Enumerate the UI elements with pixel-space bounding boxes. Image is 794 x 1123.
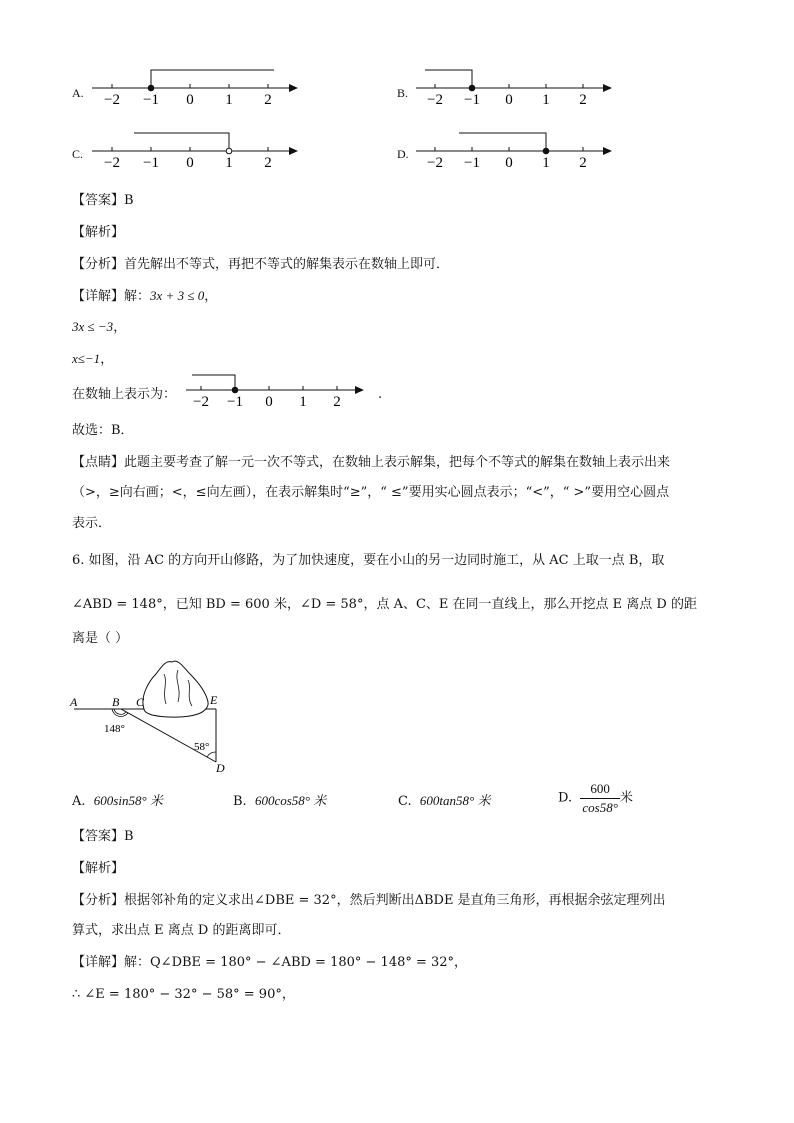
fenxi-text: 首先解出不等式，再把不等式的解集表示在数轴上即可． bbox=[124, 257, 450, 272]
solid-point bbox=[232, 387, 238, 393]
axis-tick-label: 2 bbox=[579, 92, 587, 108]
axis-tick-label: −2 bbox=[427, 155, 443, 171]
solid-point bbox=[148, 85, 154, 91]
solid-point bbox=[469, 85, 475, 91]
numline-prefix: 在数轴上表示为： bbox=[72, 387, 177, 402]
axis-tick-label: −1 bbox=[227, 394, 243, 410]
q6-option-a-label: A. bbox=[72, 794, 86, 809]
axis-tick-label: 1 bbox=[225, 92, 233, 108]
label-b: B bbox=[112, 695, 120, 709]
angle-b-label: 148° bbox=[104, 723, 125, 735]
axis-tick-label: −1 bbox=[143, 155, 159, 171]
q6-option-c-text: 600tan58° 米 bbox=[419, 793, 491, 808]
axis-tick-label: −1 bbox=[464, 155, 480, 171]
dianjing-tag: 【点睛】 bbox=[72, 455, 125, 470]
option-c-label: C. bbox=[72, 147, 84, 161]
number-line-d bbox=[414, 126, 619, 171]
option-a-label: A. bbox=[72, 86, 84, 100]
q5-xiangjie bbox=[72, 287, 217, 306]
q6-xiangjie-2: ∴ ∠E = 180° − 32° − 58° = 90°， bbox=[72, 987, 295, 1002]
q6-line-1 bbox=[72, 552, 664, 570]
q6-fenxi-1 bbox=[72, 892, 666, 910]
label-e: E bbox=[210, 693, 218, 707]
axis-arrow-icon bbox=[603, 147, 612, 155]
q5-analysis-tag: 【解析】 bbox=[72, 225, 125, 240]
solution-bracket bbox=[192, 375, 235, 390]
angle-d-label: 58° bbox=[194, 741, 210, 753]
q6-line-2: ∠ABD = 148°，已知 BD = 600 米，∠D = 58°，点 A、C、E 在同一直线上，那么开挖点 E 离点 D 的距 bbox=[72, 597, 697, 612]
solution-bracket bbox=[134, 133, 229, 151]
q6-number: 6. bbox=[72, 553, 85, 568]
q6-option-b bbox=[233, 792, 326, 811]
axis-tick-label: 2 bbox=[264, 92, 272, 108]
q6-analysis-tag: 【解析】 bbox=[72, 861, 125, 876]
fraction-denominator: cos58° bbox=[582, 800, 618, 815]
step3-math: x≤−1 bbox=[72, 351, 101, 366]
solid-point bbox=[543, 148, 549, 154]
axis-tick-label: −2 bbox=[104, 155, 120, 171]
q6-answer-tag: 【答案】 bbox=[72, 829, 125, 844]
q5-choose: 故选：B． bbox=[72, 423, 134, 438]
axis-tick-label: 2 bbox=[264, 155, 272, 171]
axis-tick-label: 1 bbox=[542, 92, 550, 108]
q6-fenxi-2: 算式，求出点 E 离点 D 的距离即可． bbox=[72, 923, 291, 938]
axis-tick-label: 2 bbox=[333, 394, 341, 410]
axis-tick-label: 1 bbox=[299, 394, 307, 410]
q6-option-d bbox=[558, 780, 633, 817]
q6-option-d-fraction bbox=[580, 780, 620, 817]
q6-fenxi-tag: 【分析】 bbox=[72, 893, 125, 908]
axis-tick-label: 1 bbox=[542, 155, 550, 171]
step3-suffix: ， bbox=[100, 352, 114, 367]
option-b-label: B. bbox=[397, 86, 409, 100]
q6-answer-line bbox=[72, 828, 134, 846]
number-line-b bbox=[414, 64, 619, 109]
q6-answer-value: B bbox=[124, 829, 134, 844]
axis-tick-label: −2 bbox=[193, 394, 209, 410]
answer-tag: 【答案】 bbox=[72, 193, 125, 208]
q6-text-1: 如图，沿 AC 的方向开山修路，为了加快速度，要在小山的另一边同时施工，从 AC 上取一点 B，取 bbox=[88, 553, 665, 568]
q6-option-c-label: C. bbox=[398, 794, 412, 809]
q5-dianjing-3: 表示． bbox=[72, 516, 112, 531]
axis-arrow-icon bbox=[355, 386, 364, 394]
numline-suffix: . bbox=[378, 387, 383, 402]
q5-step2 bbox=[72, 318, 126, 337]
solution-bracket bbox=[151, 70, 274, 88]
axis-tick-label: −1 bbox=[143, 92, 159, 108]
xiangjie-tag: 【详解】 bbox=[72, 289, 125, 304]
fraction-numerator: 600 bbox=[580, 780, 620, 799]
step1-suffix: ， bbox=[204, 289, 218, 304]
hollow-point bbox=[226, 148, 232, 154]
label-c: C bbox=[136, 695, 145, 709]
q5-fenxi bbox=[72, 256, 449, 274]
axis-arrow-icon bbox=[289, 84, 298, 92]
q6-line-3: 离是（ ） bbox=[72, 631, 129, 646]
label-a: A bbox=[70, 695, 78, 709]
q6-option-a-text: 600sin58° 米 bbox=[93, 793, 163, 808]
q5-dianjing-1 bbox=[72, 454, 670, 472]
dianjing-text-1: 此题主要考查了解一元一次不等式，在数轴上表示解集，把每个不等式的解集在数轴上表示出来 bbox=[124, 455, 671, 470]
q5-dianjing-2: （>，≥向右画；<，≤向左画），在表示解集时“≥”，“ ≤”要用实心圆点表示；“<”，“ >”要用空心圆点 bbox=[72, 485, 670, 500]
step2-suffix: ， bbox=[113, 320, 127, 335]
q6-option-a bbox=[72, 792, 163, 811]
q6-fenxi-text-1: 根据邻补角的定义求出∠DBE = 32°，然后判断出ΔBDE 是直角三角形，再根据余弦定理列出 bbox=[124, 893, 666, 908]
q5-answer-line bbox=[72, 192, 134, 210]
number-line-solution bbox=[184, 370, 374, 415]
fenxi-tag: 【分析】 bbox=[72, 257, 125, 272]
q6-option-b-label: B. bbox=[233, 794, 247, 809]
axis-arrow-icon bbox=[289, 147, 298, 155]
axis-tick-label: 1 bbox=[225, 155, 233, 171]
axis-tick-label: 0 bbox=[186, 155, 194, 171]
q6-option-d-label: D. bbox=[558, 790, 573, 806]
axis-tick-label: −2 bbox=[427, 92, 443, 108]
q5-step3 bbox=[72, 350, 113, 369]
axis-tick-label: 0 bbox=[186, 92, 194, 108]
axis-tick-label: 2 bbox=[579, 155, 587, 171]
axis-tick-label: −2 bbox=[104, 92, 120, 108]
axis-tick-label: 0 bbox=[505, 92, 513, 108]
step2-math: 3x ≤ −3 bbox=[72, 319, 114, 334]
axis-arrow-icon bbox=[603, 84, 612, 92]
q6-xiangjie-1 bbox=[72, 954, 467, 972]
number-line-c bbox=[90, 126, 305, 171]
mountain-shape bbox=[143, 661, 208, 717]
number-line-a bbox=[90, 64, 305, 109]
step1-math: 3x + 3 ≤ 0 bbox=[150, 288, 205, 303]
q6-figure bbox=[66, 652, 246, 777]
q6-option-d-unit: 米 bbox=[619, 790, 633, 806]
axis-tick-label: 0 bbox=[505, 155, 513, 171]
answer-value: B bbox=[124, 193, 134, 208]
label-d: D bbox=[216, 761, 225, 775]
axis-tick-label: −1 bbox=[464, 92, 480, 108]
axis-tick-label: 0 bbox=[265, 394, 273, 410]
q6-option-b-text: 600cos58° 米 bbox=[254, 793, 327, 808]
xiangjie-prefix: 解： bbox=[124, 289, 151, 304]
option-d-label: D. bbox=[397, 147, 409, 161]
q6-xiangjie-text-1: 解：Q∠DBE = 180° − ∠ABD = 180° − 148° = 32°， bbox=[124, 955, 468, 970]
q6-option-c bbox=[398, 792, 490, 811]
q6-xiangjie-tag: 【详解】 bbox=[72, 955, 125, 970]
solution-bracket bbox=[425, 70, 472, 88]
